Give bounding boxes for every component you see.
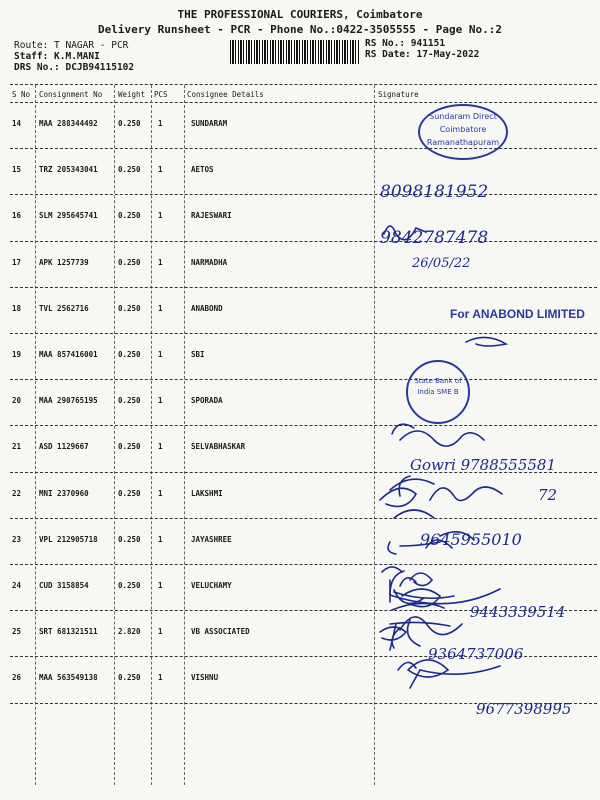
row-sno: 16 (12, 211, 22, 221)
signature-mark (394, 510, 434, 518)
row-sno: 19 (12, 350, 22, 359)
row-divider (10, 148, 597, 149)
handwritten-note: 72 (538, 486, 558, 504)
row-weight: 0.250 (118, 350, 141, 359)
signature-mark (420, 666, 500, 674)
drs-number: DRS No.: DCJB94115102 (14, 62, 135, 73)
row-pcs: 1 (158, 303, 163, 313)
handwritten-phone: 9364737006 (428, 645, 524, 663)
row-pcs: 1 (158, 257, 163, 267)
row-sno: 20 (12, 396, 22, 406)
row-pcs: 1 (158, 581, 163, 590)
row-consignment-no: TRZ 205343041 (39, 165, 98, 175)
barcode-graphic (230, 40, 360, 64)
row-weight: 0.250 (118, 488, 141, 498)
row-consignment-no: MAA 563549138 (39, 673, 98, 683)
row-consignee: VELUCHAMY (191, 581, 232, 590)
row-consignment-no: APK 1257739 (39, 257, 89, 267)
row-divider (10, 194, 597, 195)
column-divider (151, 85, 152, 785)
signature-mark (400, 431, 484, 446)
signature-mark (408, 620, 420, 646)
col-header-pcs: PCS (154, 90, 168, 99)
company-title: THE PROFESSIONAL COURIERS, Coimbatore (177, 8, 423, 21)
column-divider (114, 85, 115, 785)
col-header-consignment: Consignment No (39, 90, 103, 99)
signature-mark (466, 337, 506, 346)
row-consignee: VB ASSOCIATED (191, 627, 250, 637)
row-sno: 25 (12, 627, 22, 637)
handwritten-phone: 9842787478 (380, 228, 489, 248)
row-pcs: 1 (158, 673, 163, 683)
row-consignee: LAKSHMI (191, 488, 223, 498)
row-consignment-no: CUD 3158854 (39, 581, 89, 590)
staff-label: Staff: K.M.MANI (14, 51, 100, 62)
col-header-sno: S No (12, 90, 31, 99)
signature-mark (380, 488, 416, 506)
row-pcs: 1 (158, 488, 163, 498)
row-consignment-no: TVL 2562716 (39, 303, 89, 313)
row-sno: 17 (12, 257, 22, 267)
handwritten-phone: 9443339514 (470, 603, 566, 621)
row-consignee: AETOS (191, 165, 214, 175)
handwritten-date: 26/05/22 (412, 256, 471, 271)
row-pcs: 1 (158, 119, 163, 128)
col-header-signature: Signature (378, 90, 419, 99)
col-header-weight: Weight (118, 90, 146, 99)
handwritten-phone: Gowri 9788555581 (410, 456, 557, 474)
row-consignment-no: SLM 295645741 (39, 211, 98, 221)
row-consignee: NARMADHA (191, 257, 228, 267)
signature-mark (440, 532, 474, 540)
row-pcs: 1 (158, 396, 163, 406)
row-consignment-no: MNI 2370960 (39, 488, 89, 498)
row-consignee: SBI (191, 350, 205, 359)
column-divider (184, 85, 185, 785)
row-pcs: 1 (158, 627, 163, 637)
signature-mark (430, 487, 502, 501)
row-weight: 0.250 (118, 165, 141, 175)
row-consignee: SELVABHASKAR (191, 442, 246, 452)
row-weight: 0.250 (118, 303, 141, 313)
signature-scribbles (370, 200, 600, 790)
row-consignee: RAJESWARI (191, 211, 232, 221)
row-consignment-no: MAA 288344492 (39, 119, 98, 128)
row-sno: 18 (12, 303, 22, 313)
row-consignment-no: SRT 681321511 (39, 627, 98, 637)
row-weight: 0.250 (118, 119, 141, 128)
handwritten-phone: 9677398995 (476, 700, 572, 718)
rs-date: RS Date: 17-May-2022 (365, 49, 480, 60)
row-sno: 23 (12, 534, 22, 544)
row-weight: 0.250 (118, 211, 141, 221)
row-sno: 24 (12, 581, 22, 590)
row-pcs: 1 (158, 165, 163, 175)
signature-mark (390, 622, 450, 626)
signature-mark (388, 542, 396, 554)
row-weight: 0.250 (118, 396, 141, 406)
row-consignment-no: MAA 290765195 (39, 396, 98, 406)
sbi-stamp: State Bank of India SME B (406, 360, 470, 424)
column-divider (35, 85, 36, 785)
handwritten-phone: 9645955010 (420, 530, 522, 549)
row-consignee: VISHNU (191, 673, 219, 683)
handwritten-phone: 8098181952 (380, 182, 489, 202)
row-consignee: SPORADA (191, 396, 223, 406)
row-pcs: 1 (158, 350, 163, 359)
signature-mark (399, 476, 410, 496)
row-weight: 0.250 (118, 673, 141, 683)
signature-mark (384, 226, 426, 240)
route-label: Route: T NAGAR - PCR (14, 40, 129, 51)
row-weight: 0.250 (118, 442, 141, 452)
row-consignee: JAYASHREE (191, 534, 232, 544)
signature-mark (390, 589, 500, 604)
runsheet-subtitle: Delivery Runsheet - PCR - Phone No.:0422-3505555 - Page No.:2 (98, 23, 502, 36)
row-weight: 0.250 (118, 257, 141, 267)
row-consignment-no: VPL 212905718 (39, 534, 98, 544)
header-rule-bottom (10, 102, 597, 103)
sundaram-stamp: Sundaram Direct Coimbatore Ramanathapuram (418, 104, 508, 160)
col-header-consignee: Consignee Details (187, 90, 264, 99)
row-consignment-no: MAA 857416001 (39, 350, 98, 359)
row-sno: 22 (12, 488, 22, 498)
row-sno: 21 (12, 442, 22, 452)
row-weight: 0.250 (118, 534, 141, 544)
row-weight: 0.250 (118, 581, 141, 590)
row-consignee: ANABOND (191, 303, 223, 313)
row-sno: 26 (12, 673, 22, 683)
signature-mark (400, 542, 440, 546)
row-sno: 15 (12, 165, 22, 175)
signature-mark (400, 617, 462, 635)
row-pcs: 1 (158, 442, 163, 452)
rs-number: RS No.: 941151 (365, 38, 446, 49)
header-rule-top (10, 84, 597, 85)
row-pcs: 1 (158, 211, 163, 221)
row-pcs: 1 (158, 534, 163, 544)
signature-mark (382, 567, 402, 572)
anabond-stamp: For ANABOND LIMITED (450, 307, 585, 321)
row-consignee: SUNDARAM (191, 119, 228, 128)
row-weight: 2.820 (118, 627, 141, 637)
row-consignment-no: ASD 1129667 (39, 442, 89, 452)
row-sno: 14 (12, 119, 22, 128)
